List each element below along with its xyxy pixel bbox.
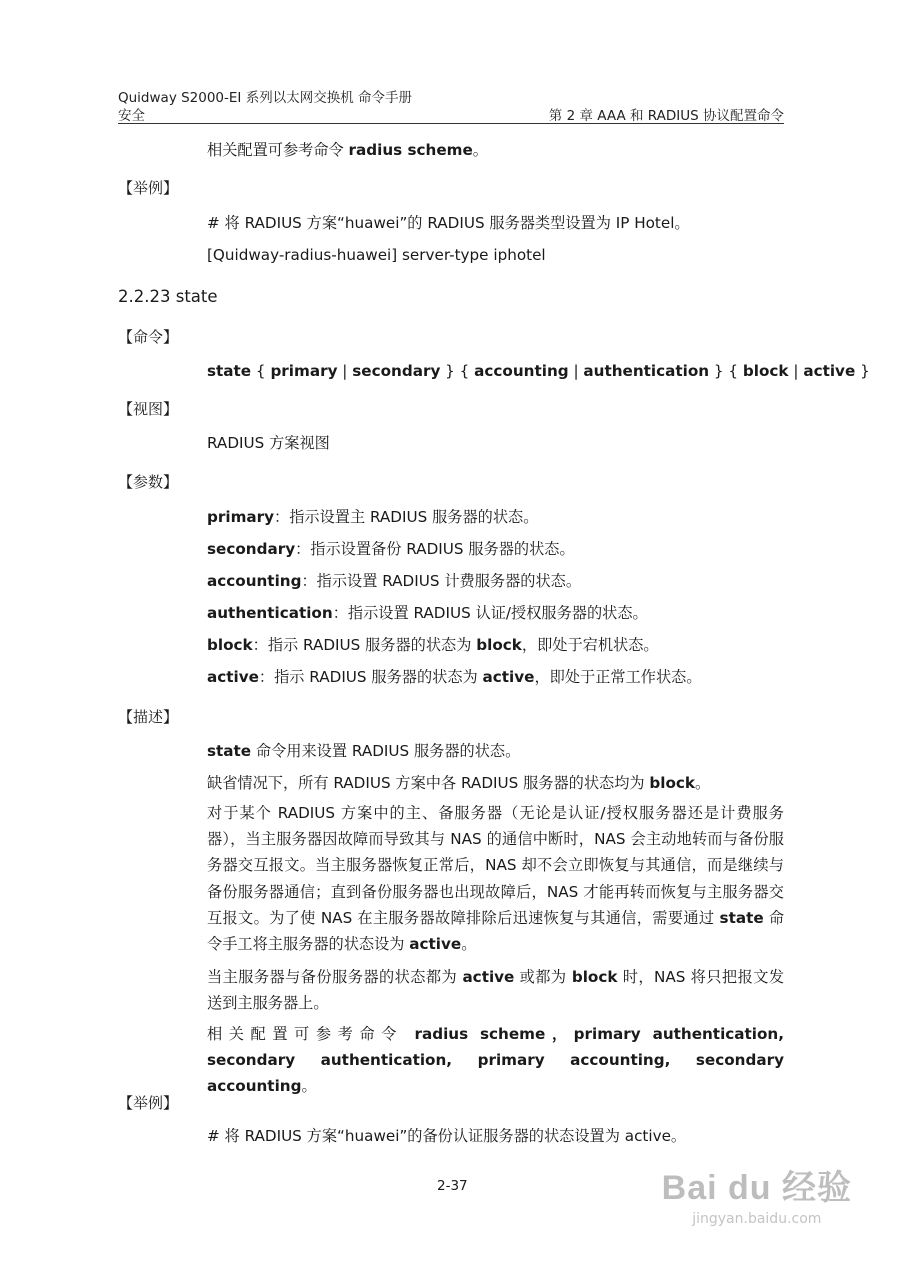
syntax-part: active [803,362,856,380]
syntax-part: accounting [474,362,569,380]
param-name: active [207,668,259,686]
command-label: 【命令】 [118,328,179,346]
description-line-1 [207,741,520,761]
param-item [207,635,659,655]
desc-text: 相关配置可参考命令 [207,1025,415,1043]
watermark-url: jingyan.baidu.com [692,1211,822,1227]
param-desc: ：指示 RADIUS 服务器的状态为 [258,668,483,686]
param-desc: ，即处于正常工作状态。 [534,668,702,686]
desc-text: 时，NAS 将只把报文发送到主服务器上。 [207,968,785,1013]
related-suffix: 。 [472,141,488,159]
header-doc-title: Quidway S2000-EI 系列以太网交换机 命令手册 [118,90,412,106]
syntax-part: state [207,362,252,380]
syntax-part: } { [709,362,743,380]
param-item [207,571,581,591]
description-paragraph-4 [207,964,784,1016]
param-desc: ：指示 RADIUS 服务器的状态为 [252,636,477,654]
desc-text: 当主服务器与备份服务器的状态都为 [207,968,463,986]
param-desc: ：指示设置 RADIUS 计费服务器的状态。 [301,572,582,590]
syntax-part: authentication [583,362,710,380]
view-text: RADIUS 方案视图 [207,434,330,452]
example-cmd-top: [Quidway-radius-huawei] server-type iphotel [207,246,546,264]
syntax-part: { [251,362,271,380]
syntax-part: | [337,362,353,380]
desc-text: 命令用来设置 RADIUS 服务器的状态。 [251,742,521,760]
example-comment-top: # 将 RADIUS 方案“huawei”的 RADIUS 服务器类型设置为 IP Hotel。 [207,214,690,232]
related-cmd: radius scheme [348,141,473,159]
param-value: block [476,636,522,654]
syntax-part: | [788,362,804,380]
desc-text: 对于某个 RADIUS 方案中的主、备服务器（无论是认证/授权服务器还是计费服务器），当主服务器因故障而导致其与 NAS 的通信中断时，NAS 会主动地转而与备份服务器交互报文。当主服务器恢复正常后，NAS 却不会立即恢复与其通信，而是继续与备份服务器通信；直到备份服务器也出现故障后，NAS 才能再转而恢复与主服务器交互报文。为了使 NAS 在主服务器故障排除后迅速恢复与其通信，需要通过 [207,804,784,927]
section-title: 2.2.23 state [118,287,218,306]
desc-bold: block [571,968,618,986]
desc-text: 或都为 [514,968,572,986]
related-prefix: 相关配置可参考命令 [207,141,349,159]
params-label: 【参数】 [118,473,179,491]
param-name: authentication [207,604,333,622]
param-item [207,539,575,559]
param-desc: ：指示设置 RADIUS 认证/授权服务器的状态。 [332,604,648,622]
syntax-part: | [568,362,584,380]
param-item [207,667,702,687]
desc-text: 。 [461,935,477,954]
desc-bold: radius scheme，primary authentication, secondary authentication, primary accounting, secondary accounting [207,1025,785,1096]
description-paragraph-3 [207,800,784,957]
example-label: 【举例】 [118,1094,179,1112]
header-category: 安全 [118,108,145,124]
syntax-part: } { [440,362,475,380]
syntax-part: } [855,362,870,380]
desc-bold: state [207,742,252,760]
example-comment: # 将 RADIUS 方案“huawei”的备份认证服务器的状态设置为 active。 [207,1127,687,1145]
syntax-part: block [742,362,789,380]
syntax-part: primary [270,362,338,380]
desc-text: 。 [301,1077,317,1096]
param-desc: ，即处于宕机状态。 [521,636,659,654]
description-label: 【描述】 [118,708,179,726]
header-chapter: 第 2 章 AAA 和 RADIUS 协议配置命令 [548,108,784,124]
param-value: active [482,668,535,686]
param-desc: ：指示设置备份 RADIUS 服务器的状态。 [295,540,575,558]
baidu-jingyan-watermark [662,1160,852,1227]
param-name: secondary [207,540,296,558]
view-label: 【视图】 [118,400,179,418]
param-item [207,507,538,527]
param-name: primary [207,508,275,526]
description-line-2 [207,773,710,793]
desc-text: 。 [695,774,711,792]
desc-text: 缺省情况下，所有 RADIUS 方案中各 RADIUS 服务器的状态均为 [207,774,650,792]
syntax-part: secondary [352,362,441,380]
param-name: block [207,636,253,654]
related-config-line [207,140,488,160]
description-paragraph-5 [207,1021,784,1100]
desc-bold: state [719,908,764,927]
desc-bold: block [649,774,696,792]
page-number: 2-37 [437,1178,468,1194]
header-rule [118,123,784,124]
example-label-top: 【举例】 [118,179,179,197]
desc-bold: active [409,935,462,954]
param-name: accounting [207,572,302,590]
command-syntax [207,361,870,381]
desc-bold: active [462,968,515,986]
desc-text: 命令手工将主服务器的状态设为 [207,908,785,954]
watermark-logo: Bai du 经验 [661,1169,852,1207]
param-desc: ：指示设置主 RADIUS 服务器的状态。 [274,508,539,526]
param-item [207,603,648,623]
